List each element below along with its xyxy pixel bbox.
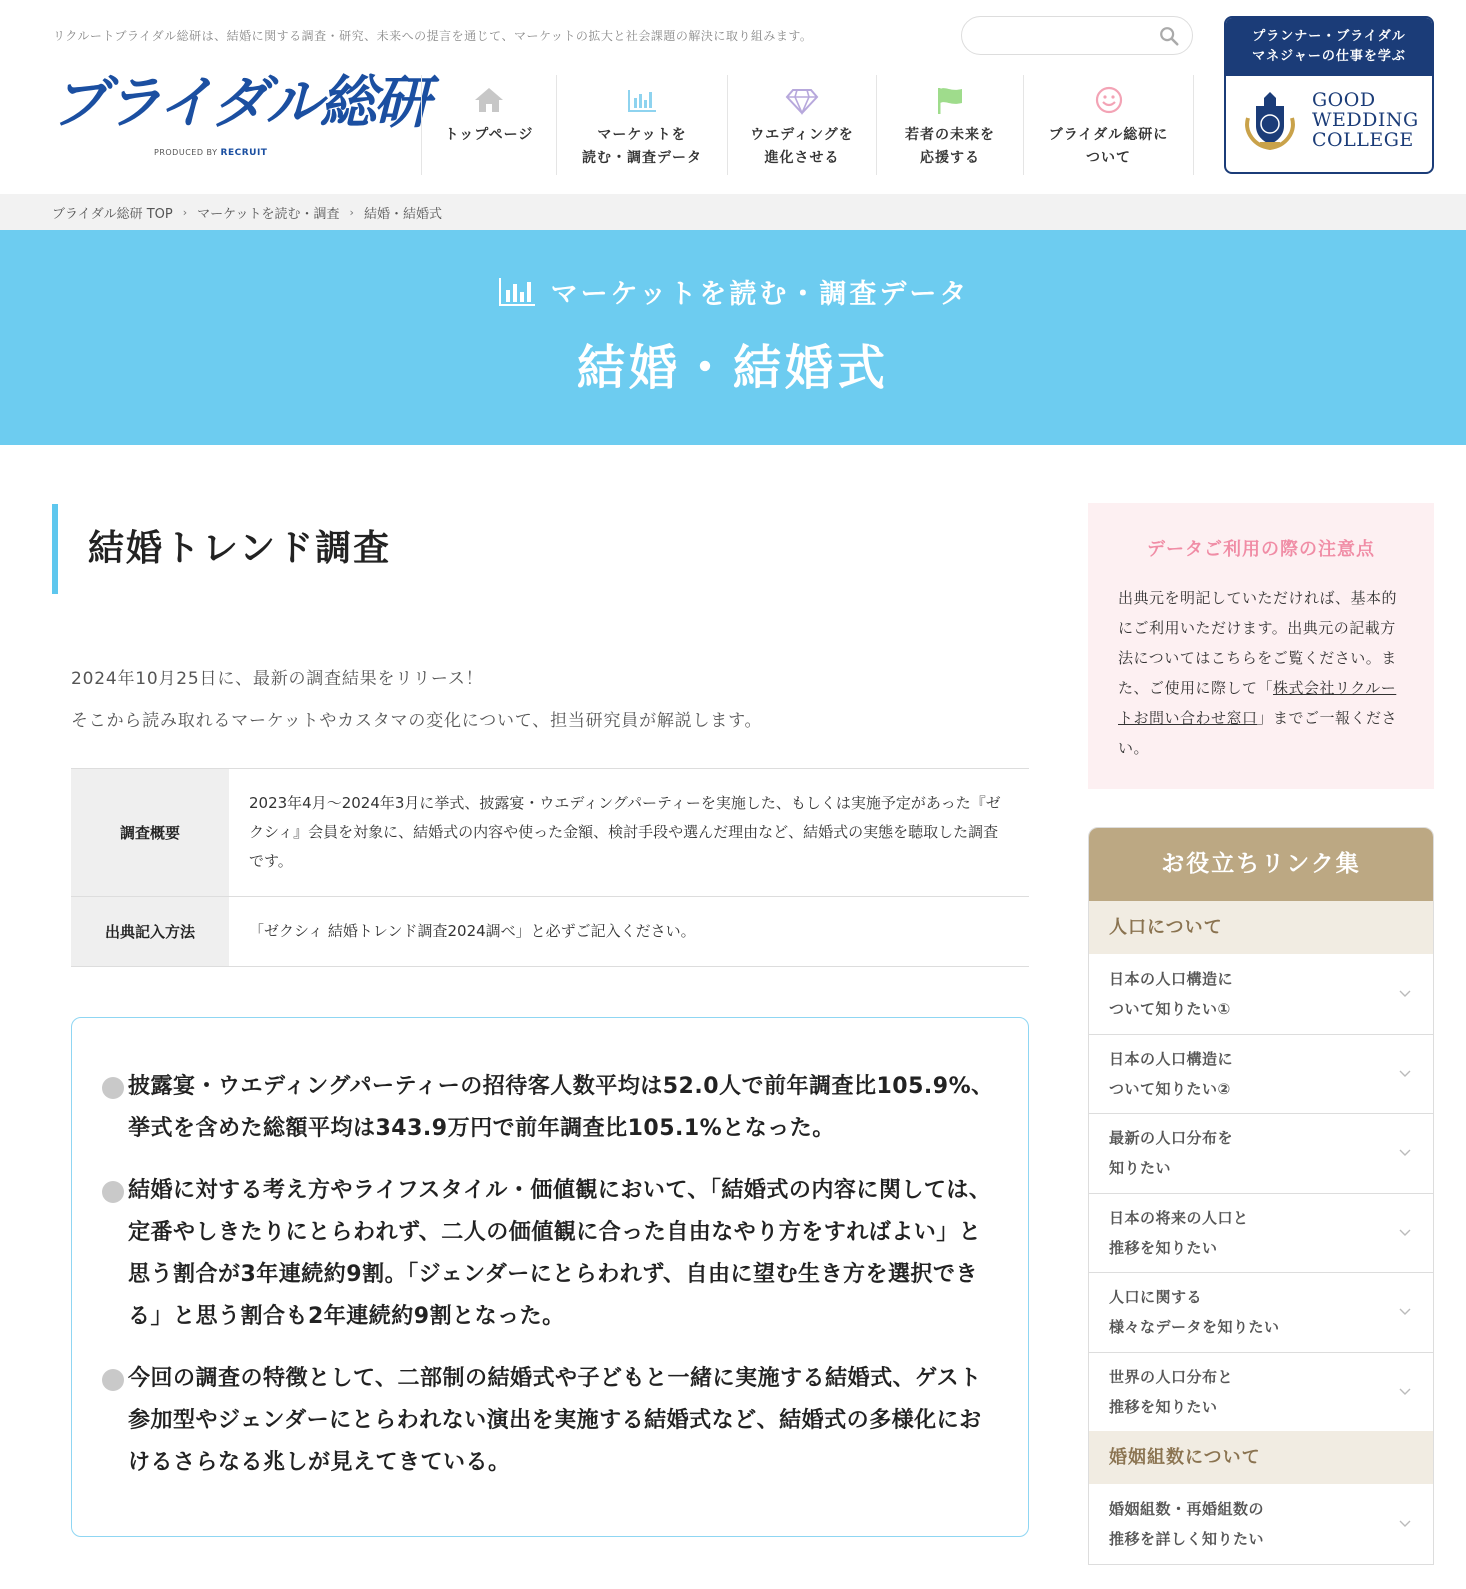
logo-text: ブライダル総研 xyxy=(51,70,428,136)
link-item-label: 世界の人口分布と 推移を知りたい xyxy=(1109,1367,1234,1416)
table-value-citation: 「ゼクシィ 結婚トレンド調査2024調べ」と必ずご記入ください。 xyxy=(249,922,696,940)
useful-links xyxy=(1088,827,1434,1565)
links-category-population: 人口について xyxy=(1089,901,1433,954)
chevron-down-icon xyxy=(1399,1520,1411,1528)
link-item-label: 日本の人口構造に ついて知りたい① xyxy=(1109,969,1234,1018)
recruit-logo: RECRUIT xyxy=(220,148,268,158)
chevron-right-icon: › xyxy=(182,205,188,219)
global-nav xyxy=(421,75,1194,175)
table-row xyxy=(71,769,1029,897)
nav-label-wedding: ウエディングを 進化させる xyxy=(750,127,854,166)
link-item[interactable] xyxy=(1089,1193,1433,1273)
chevron-down-icon xyxy=(1399,1229,1411,1237)
logo-produced-by xyxy=(154,148,267,158)
intro-text xyxy=(71,658,762,742)
summary-item xyxy=(102,1066,998,1150)
search-box[interactable] xyxy=(961,16,1193,55)
chevron-right-icon: › xyxy=(349,205,354,219)
site-tagline: リクルートブライダル総研は、結婚に関する調査・研究、未来への提言を通じて、マーケットの拡大と社会課題の解決に取り組みます。 xyxy=(53,29,813,43)
link-item[interactable] xyxy=(1089,1484,1433,1564)
hero-subtitle: マーケットを読む・調査データ xyxy=(550,279,970,310)
hero-category xyxy=(0,272,1466,311)
search-icon[interactable] xyxy=(1158,25,1180,47)
links-category-marriage: 婚姻組数について xyxy=(1089,1431,1433,1484)
bar-chart-icon xyxy=(624,82,660,118)
nav-item-about[interactable] xyxy=(1023,75,1194,175)
summary-box xyxy=(71,1017,1029,1537)
nav-label-market: マーケットを 読む・調査データ xyxy=(582,127,702,166)
link-item[interactable] xyxy=(1089,954,1433,1034)
table-label-citation: 出典記入方法 xyxy=(71,897,229,967)
search-input[interactable] xyxy=(978,17,1158,54)
table-label-overview: 調査概要 xyxy=(71,769,229,897)
site-logo[interactable] xyxy=(51,70,428,162)
diamond-icon xyxy=(784,82,820,118)
chevron-down-icon xyxy=(1399,1070,1411,1078)
notice-text: 出典元を明記していただければ、基本的にご利用いただけます。出典元の記載方法についてはこちらをご覧ください。また、ご使用に際して「 xyxy=(1118,589,1398,697)
page-title: 結婚トレンド調査 xyxy=(52,504,391,594)
bar-chart-icon xyxy=(497,276,537,308)
summary-text-2: 結婚に対する考え方やライフスタイル・価値観において、「結婚式の内容に関しては、定番やしきたりにとらわれず、二人の価値観に合った自由なやり方をすればよい」と思う割合が3年連続約9割。「ジェンダーにとらわれず、自由に望む生き方を選択できる」と思う割合も2年連続約9割となった。 xyxy=(128,1178,992,1329)
nav-label-youth: 若者の未来を 応援する xyxy=(905,127,995,166)
breadcrumb xyxy=(0,194,1466,230)
contact-link[interactable]: 株式会社リクルートお問い合わせ窓口 xyxy=(1118,679,1397,727)
bullet-icon xyxy=(102,1077,124,1099)
summary-item xyxy=(102,1170,998,1338)
nav-item-top[interactable] xyxy=(421,75,556,175)
notice-body xyxy=(1118,583,1404,763)
link-item[interactable] xyxy=(1089,1352,1433,1432)
chevron-down-icon xyxy=(1399,1388,1411,1396)
nav-item-youth[interactable] xyxy=(876,75,1023,175)
nav-item-wedding[interactable] xyxy=(727,75,876,175)
good-wedding-college-banner[interactable] xyxy=(1224,16,1434,174)
smile-icon xyxy=(1091,82,1127,118)
summary-text-3: 今回の調査の特徴として、二部制の結婚式や子どもと一緒に実施する結婚式、ゲスト参加型やジェンダーにとらわれない演出を実施する結婚式など、結婚式の多様化におけるさらなる兆しが見えてきている。 xyxy=(128,1366,982,1475)
notice-title: データご利用の際の注意点 xyxy=(1147,539,1375,560)
links-title: お役立ちリンク集 xyxy=(1089,828,1433,901)
nav-item-market[interactable] xyxy=(556,75,727,175)
intro-line-1: 2024年10月25日に、最新の調査結果をリリース！ xyxy=(71,669,484,689)
breadcrumb-market[interactable]: マーケットを読む・調査 xyxy=(197,206,340,222)
hero-banner xyxy=(0,230,1466,445)
college-banner-heading: プランナー・ブライダル マネジャーの仕事を学ぶ xyxy=(1226,18,1432,76)
link-item-label: 日本の人口構造に ついて知りたい② xyxy=(1109,1049,1234,1098)
flag-icon xyxy=(932,82,968,118)
bullet-icon xyxy=(102,1181,124,1203)
hero-title: 結婚・結婚式 xyxy=(576,340,889,396)
table-row xyxy=(71,897,1029,967)
table-value-overview: 2023年4月～2024年3月に挙式、披露宴・ウエディングパーティーを実施した、もしくは実施予定があった『ゼクシィ』会員を対象に、結婚式の内容や使った金額、検討手段や選んだ理由など、結婚式の実態を聴取した調査です。 xyxy=(249,794,1001,870)
intro-line-2: そこから読み取れるマーケットやカスタマの変化について、担当研究員が解説します。 xyxy=(71,711,763,731)
link-item-label: 日本の将来の人口と 推移を知りたい xyxy=(1109,1208,1249,1257)
college-name: GOOD WEDDING COLLEGE xyxy=(1312,89,1419,151)
link-item-label: 最新の人口分布を 知りたい xyxy=(1109,1129,1234,1178)
logo-produced-label: PRODUCED BY xyxy=(154,148,221,157)
survey-info-table xyxy=(71,768,1029,967)
home-icon xyxy=(471,82,507,118)
link-item-label: 人口に関する 様々なデータを知りたい xyxy=(1109,1288,1280,1337)
bullet-icon xyxy=(102,1369,124,1391)
link-item[interactable] xyxy=(1089,1034,1433,1114)
college-emblem-icon xyxy=(1240,88,1300,152)
breadcrumb-top[interactable]: ブライダル総研 TOP xyxy=(52,206,173,222)
chevron-down-icon xyxy=(1399,1149,1411,1157)
nav-label-about: ブライダル総研に ついて xyxy=(1048,127,1169,166)
link-item[interactable] xyxy=(1089,1113,1433,1193)
chevron-down-icon xyxy=(1399,1308,1411,1316)
nav-label-top: トップページ xyxy=(444,127,534,143)
summary-item xyxy=(102,1358,998,1484)
breadcrumb-current: 結婚・結婚式 xyxy=(363,206,442,222)
link-item-label: 婚姻組数・再婚組数の 推移を詳しく知りたい xyxy=(1109,1499,1265,1548)
data-usage-notice xyxy=(1088,503,1434,789)
chevron-down-icon xyxy=(1399,990,1411,998)
link-item[interactable] xyxy=(1089,1272,1433,1352)
notice-text-end: 」までご一報ください。 xyxy=(1118,709,1398,757)
summary-text-1: 披露宴・ウエディングパーティーの招待客人数平均は52.0人で前年調査比105.9%、挙式を含めた総額平均は343.9万円で前年調査比105.1%となった。 xyxy=(128,1074,994,1141)
